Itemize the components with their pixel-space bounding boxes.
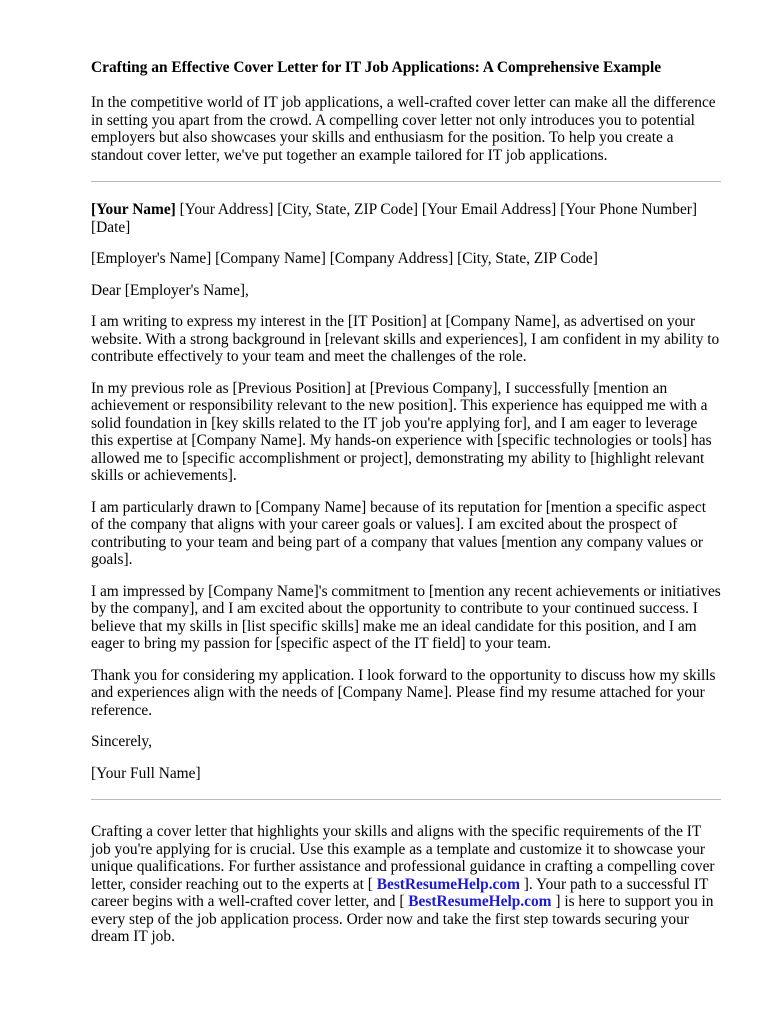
- closing: Sincerely,: [91, 733, 152, 750]
- body-paragraph-4: I am impressed by [Company Name]'s commitment to [mention any recent achievements or initiatives by the company], and I am excited about the opportunity to contribute to your continued success. I believe that my skills in [list specific skills] make me an ideal candidate for this position, and I am eager to bring my passion for [specific aspect of the IT field] to your team.: [91, 582, 721, 652]
- signature: [Your Full Name]: [91, 764, 201, 782]
- employer-block: [Employer's Name] [Company Name] [Company Address] [City, State, ZIP Code]: [91, 250, 598, 267]
- body-paragraph-1: I am writing to express my interest in the [IT Position] at [Company Name], as advertised on your website. With a strong background in [relevant skills and experiences], I am confident in my ability to contribute effectively to your team and meet the challenges of the role.: [91, 313, 720, 365]
- footer-text-1: Crafting a cover letter that highlights your skills and aligns with the specific requirements of the IT job you're applying for is crucial. Use this example as a template and customize it to showcase your unique qualifications. For further assistance and professional guidance in crafting a compelling cover letter, consider reaching out to the experts at [: [91, 823, 715, 893]
- bestresumehelp-link-1[interactable]: BestResumeHelp.com: [376, 875, 520, 893]
- top-divider: [91, 181, 721, 182]
- footer-text-2: ]. Your path to a successful IT career begins with a well-crafted cover letter, and [: [91, 875, 709, 910]
- body-paragraph-3: I am particularly drawn to [Company Name] because of its reputation for [mention a specific aspect of the company that aligns with your career goals or values]. I am excited about the prospect of contributing to your team and being part of a company that values [mention any company values or goals].: [91, 498, 706, 568]
- salutation: Dear [Employer's Name],: [91, 281, 249, 299]
- page-title: Crafting an Effective Cover Letter for IT Job Applications: A Comprehensive Example: [91, 59, 662, 76]
- bottom-divider: [91, 799, 721, 800]
- sender-block: [91, 201, 721, 236]
- body-paragraph-2: In my previous role as [Previous Position] at [Previous Company], I successfully [mention an achievement or responsibility relevant to the new position]. This experience has equipped me with a solid foundation in [key skills related to the IT job you're applying for], and I am eager to leverage this expertise at [Company Name]. My hands-on experience with [specific technologies or tools] has allowed me to [specific accomplishment or project], demonstrating my ability to [highlight relevant skills or achievements].: [91, 379, 712, 484]
- body-paragraph-5: Thank you for considering my application. I look forward to the opportunity to discuss how my skills and experiences align with the needs of [Company Name]. Please find my resume attached for your reference.: [91, 666, 716, 719]
- footer-text-3: ] is here to support you in every step of the job application process. Order now and take the first step towards securing your dream IT job.: [91, 893, 714, 945]
- intro-paragraph: In the competitive world of IT job applications, a well-crafted cover letter can make all the difference in setting you apart from the crowd. A compelling cover letter not only introduces you to potential employers but also showcases your skills and enthusiasm for the position. To help you create a standout cover letter, we've put together an example tailored for IT job applications.: [91, 94, 716, 164]
- document-page: [91, 58, 721, 960]
- sender-details: [Your Address] [City, State, ZIP Code] [Your Email Address] [Your Phone Number] [Date]: [91, 201, 698, 236]
- footer-paragraph: [91, 823, 721, 946]
- bestresumehelp-link-2[interactable]: BestResumeHelp.com: [408, 893, 552, 910]
- your-name: [Your Name]: [91, 201, 176, 218]
